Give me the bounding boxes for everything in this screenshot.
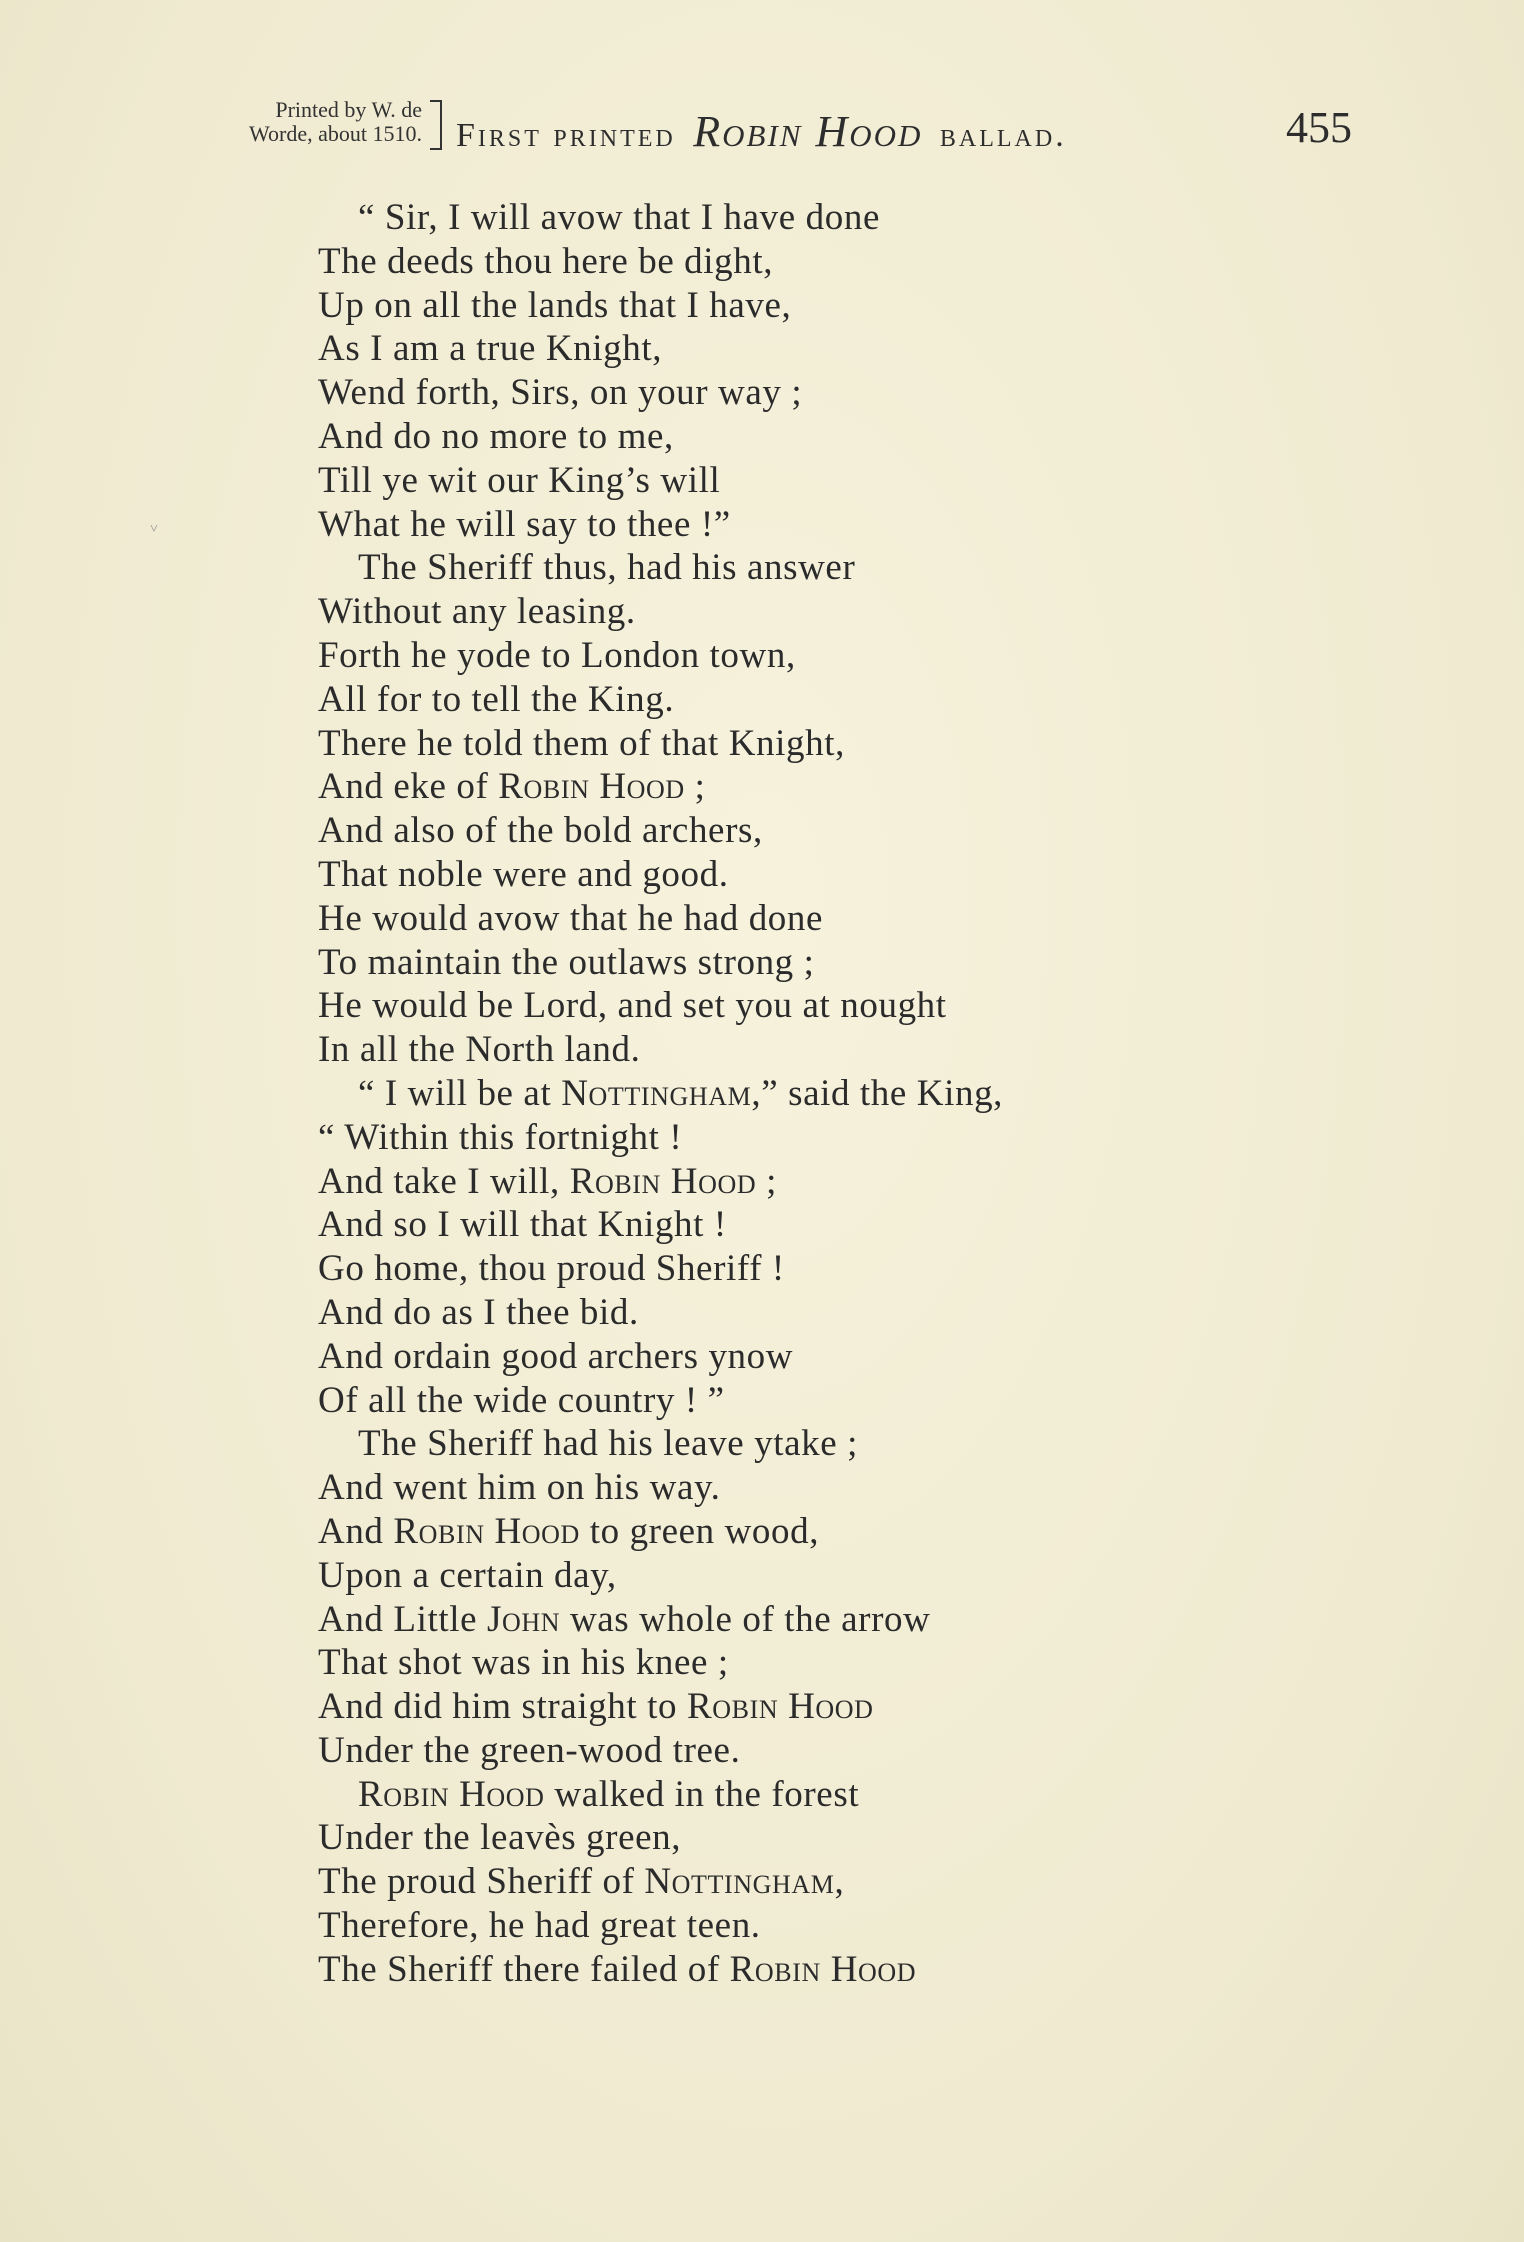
verse-line: That noble were and good. (318, 853, 729, 895)
margin-mark: ˅ (150, 522, 158, 537)
side-note-line2: Worde, about 1510. (249, 121, 422, 146)
verse-line: “ I will be at Nottingham,” said the King, (358, 1072, 1004, 1114)
verse-line: Upon a certain day, (318, 1554, 617, 1596)
verse-line: The Sheriff there failed of Robin Hood (318, 1948, 917, 1990)
verse-line: Therefore, he had great teen. (318, 1905, 761, 1947)
verse-line: And also of the bold archers, (318, 810, 763, 852)
side-note-line1: Printed by W. de (275, 97, 422, 122)
verse-line: All for to tell the King. (318, 678, 675, 720)
verse-line: What he will say to thee !” (318, 503, 731, 545)
verse-line: There he told them of that Knight, (318, 722, 845, 764)
verse-line: And so I will that Knight ! (318, 1204, 727, 1246)
verse-line: The proud Sheriff of Nottingham, (318, 1861, 845, 1903)
verse-line: “ Sir, I will avow that I have done (358, 197, 880, 238)
verse-line: To maintain the outlaws strong ; (318, 941, 815, 983)
verse-line: And did him straight to Robin Hood (318, 1686, 874, 1728)
verse-line: In all the North land. (318, 1029, 641, 1071)
verse-line: “ Within this fortnight ! (318, 1116, 683, 1158)
verse-line: The deeds thou here be dight, (318, 240, 774, 282)
running-title (456, 106, 1067, 157)
verse-line: And do no more to me, (318, 415, 674, 457)
verse-line: He would be Lord, and set you at nought (318, 985, 947, 1027)
page-header (190, 98, 1370, 158)
verse-line: Wend forth, Sirs, on your way ; (318, 372, 803, 414)
verse-line: Without any leasing. (318, 591, 636, 633)
poem-body (318, 196, 1318, 1992)
verse-line: That shot was in his knee ; (318, 1642, 729, 1684)
page-number: 455 (1286, 103, 1352, 152)
verse-line: Robin Hood walked in the forest (358, 1773, 860, 1815)
verse-line: And do as I thee bid. (318, 1291, 639, 1333)
verse-line: As I am a true Knight, (318, 328, 663, 370)
verse-line: Till ye wit our King’s will (318, 459, 721, 501)
side-note-bracket (430, 100, 442, 150)
verse-line: The Sheriff had his leave ytake ; (358, 1423, 858, 1465)
running-title-italic: Robin Hood (693, 107, 923, 156)
verse-line: Forth he yode to London town, (318, 634, 796, 676)
verse-line: Go home, thou proud Sheriff ! (318, 1248, 785, 1290)
verse-line: He would avow that he had done (318, 897, 824, 939)
verse-line: Up on all the lands that I have, (318, 284, 792, 326)
verse-line: And went him on his way. (318, 1467, 721, 1509)
running-title-first: First printed (456, 117, 676, 154)
side-note (190, 98, 430, 146)
running-title-last: ballad. (939, 117, 1067, 154)
verse-line: Of all the wide country ! ” (318, 1379, 725, 1421)
verse-line: And Robin Hood to green wood, (318, 1510, 820, 1552)
verse-line: And ordain good archers ynow (318, 1335, 794, 1377)
verse-line: The Sheriff thus, had his answer (358, 547, 856, 589)
verse-line: And eke of Robin Hood ; (318, 766, 706, 808)
verse-line: And Little John was whole of the arrow (318, 1598, 931, 1640)
verse-line: Under the green-wood tree. (318, 1729, 741, 1771)
verse-line: And take I will, Robin Hood ; (318, 1160, 777, 1202)
verse-line: Under the leavès green, (318, 1817, 682, 1859)
